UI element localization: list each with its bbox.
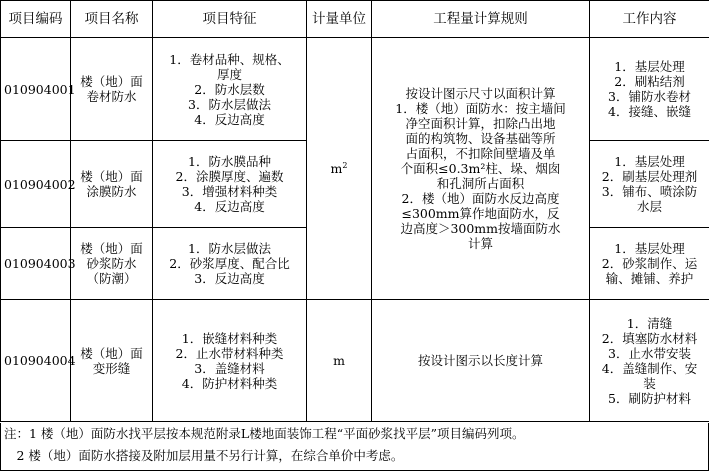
item-code: 010904001 [1, 38, 71, 141]
header-unit: 计量单位 [307, 1, 372, 38]
table-notes [0, 423, 709, 471]
item-work-content: 1．基层处理 2．刷粘结剂 3．铺防水卷材 4．接缝、嵌缝 [590, 38, 709, 141]
table-row [1, 300, 709, 422]
item-unit: m [307, 300, 372, 422]
item-code: 010904002 [1, 141, 71, 228]
item-features: 1．防水膜品种 2．涂膜厚度、遍数 3．增强材料种类 4．反边高度 [153, 141, 307, 228]
note-line: 2 楼（地）面防水搭接及附加层用量不另行计算，在综合单价中考虑。 [4, 448, 404, 463]
shared-calculation-rule: 按设计图示尺寸以面积计算 1．楼（地）面防水：按主墙间 净空面积计算，扣除凸出地 面的构筑物、设备基础等所 占面积，不扣除间壁墙及单 个面积≤0.3m²柱、垛、烟囱 和孔洞所占面积 2．楼（地）面防水反边高度 ≤300mm算作地面防水，反 边高度＞300mm按墙面防水 计算 [372, 38, 590, 300]
item-features: 1．防水层做法 2．砂浆厚度、配合比 3．反边高度 [153, 228, 307, 300]
item-code: 010904003 [1, 228, 71, 300]
table-header-row [1, 1, 709, 38]
header-name: 项目名称 [71, 1, 153, 38]
item-work-content: 1．清缝 2．填塞防水材料 3．止水带安装 4．盖缝制作、安 装 5．刷防护材料 [590, 300, 709, 422]
item-features: 1．嵌缝材料种类 2．止水带材料种类 3．盖缝材料 4．防护材料种类 [153, 300, 307, 422]
header-work: 工作内容 [590, 1, 709, 38]
item-name: 楼（地）面 涂膜防水 [71, 141, 153, 228]
table-row [1, 38, 709, 141]
note-line: 注：1 楼（地）面防水找平层按本规范附录L楼地面装饰工程“平面砂浆找平层”项目编码列项。 [4, 426, 525, 441]
header-features: 项目特征 [153, 1, 307, 38]
header-code: 项目编码 [1, 1, 71, 38]
item-name: 楼（地）面 卷材防水 [71, 38, 153, 141]
item-work-content: 1．基层处理 2．刷基层处理剂 3．铺布、喷涂防 水层 [590, 141, 709, 228]
item-name: 楼（地）面 砂浆防水 （防潮） [71, 228, 153, 300]
item-name: 楼（地）面 变形缝 [71, 300, 153, 422]
shared-unit: $m^2$ [307, 38, 372, 300]
item-code: 010904004 [1, 300, 71, 422]
item-calculation-rule: 按设计图示以长度计算 [372, 300, 590, 422]
item-work-content: 1．基层处理 2．砂浆制作、运 输、摊铺、养护 [590, 228, 709, 300]
item-features: 1．卷材品种、规格、 厚度 2．防水层数 3．防水层做法 4．反边高度 [153, 38, 307, 141]
header-rule: 工程量计算规则 [372, 1, 590, 38]
